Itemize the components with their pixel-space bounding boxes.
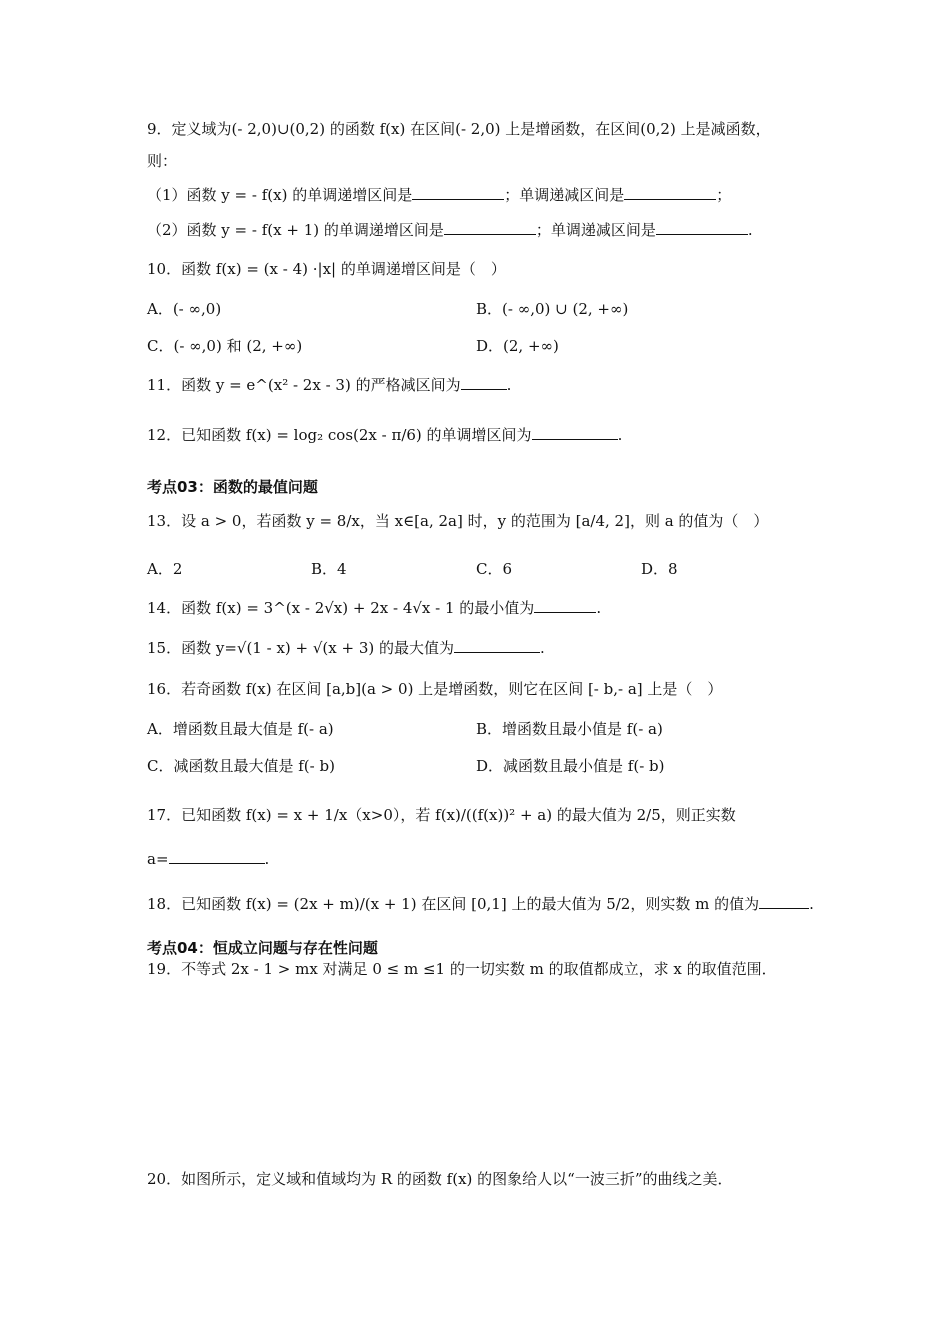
answer-blank[interactable] xyxy=(656,219,748,235)
question-17-stem: 17．已知函数 f(x) = x + 1/x（x>0），若 f(x)/((f(x))² + a) 的最大值为 2/5，则正实数 xyxy=(147,806,736,824)
option-d[interactable]: D．8 xyxy=(641,560,678,578)
option-b[interactable]: B．(- ∞,0) ∪ (2, +∞) xyxy=(476,300,629,318)
question-15-stem: 15．函数 y=√(1 - x) + √(x + 3) 的最大值为 . xyxy=(147,639,545,657)
option-c[interactable]: C．减函数且最大值是 f(- b) xyxy=(147,757,335,775)
section-heading-03: 考点03：函数的最值问题 xyxy=(147,478,318,496)
question-9-stem-cont: 则： xyxy=(147,152,178,170)
question-16-stem: 16．若奇函数 f(x) 在区间 [a,b](a > 0) 上是增函数，则它在区间 [- b,- a] 上是（ ） xyxy=(147,680,723,698)
option-b[interactable]: B．4 xyxy=(311,560,347,578)
question-13-stem: 13．设 a > 0，若函数 y = 8/x，当 x∈[a, 2a] 时，y 的范围为 [a/4, 2]，则 a 的值为（ ） xyxy=(147,512,769,530)
option-d[interactable]: D．(2, +∞) xyxy=(476,337,559,355)
question-9-part-1: （1）函数 y = - f(x) 的单调递增区间是 ；单调递减区间是 ； xyxy=(147,186,732,204)
question-11-stem: 11．函数 y = e^(x² - 2x - 3) 的严格减区间为 . xyxy=(147,376,512,394)
option-b[interactable]: B．增函数且最小值是 f(- a) xyxy=(476,720,663,738)
option-a[interactable]: A．2 xyxy=(147,560,183,578)
question-9-part-2: （2）函数 y = - f(x + 1) 的单调递增区间是 ；单调递减区间是 . xyxy=(147,221,753,239)
answer-blank[interactable] xyxy=(454,637,540,653)
answer-blank[interactable] xyxy=(532,424,618,440)
question-14-stem: 14．函数 f(x) = 3^(x - 2√x) + 2x - 4√x - 1 的最小值为 . xyxy=(147,599,602,617)
option-c[interactable]: C．6 xyxy=(476,560,513,578)
answer-blank[interactable] xyxy=(444,219,536,235)
section-heading-04: 考点04：恒成立问题与存在性问题 xyxy=(147,939,378,957)
question-17-cont: a= . xyxy=(147,850,270,868)
question-19-stem: 19．不等式 2x - 1 > mx 对满足 0 ≤ m ≤1 的一切实数 m 的取值都成立，求 x 的取值范围． xyxy=(147,960,777,978)
option-a[interactable]: A．增函数且最大值是 f(- a) xyxy=(147,720,334,738)
question-20-stem: 20．如图所示，定义域和值域均为 R 的函数 f(x) 的图象给人以“一波三折”的曲线之美． xyxy=(147,1170,733,1188)
question-18-stem: 18．已知函数 f(x) = (2x + m)/(x + 1) 在区间 [0,1] 上的最大值为 5/2，则实数 m 的值为 . xyxy=(147,895,814,913)
answer-blank[interactable] xyxy=(461,374,507,390)
answer-blank[interactable] xyxy=(412,184,504,200)
option-c[interactable]: C．(- ∞,0) 和 (2, +∞) xyxy=(147,337,303,355)
answer-blank[interactable] xyxy=(534,597,596,613)
option-d[interactable]: D．减函数且最小值是 f(- b) xyxy=(476,757,665,775)
question-12-stem: 12．已知函数 f(x) = log₂ cos(2x - π/6) 的单调增区间为 . xyxy=(147,426,623,444)
option-a[interactable]: A．(- ∞,0) xyxy=(147,300,222,318)
answer-blank[interactable] xyxy=(169,848,265,864)
question-9-stem: 9．定义域为(- 2,0)∪(0,2) 的函数 f(x) 在区间(- 2,0) 上是增函数，在区间(0,2) 上是减函数， xyxy=(147,120,771,138)
question-10-stem: 10．函数 f(x) = (x - 4) ·|x| 的单调递增区间是（ ） xyxy=(147,260,506,278)
answer-blank[interactable] xyxy=(624,184,716,200)
answer-blank[interactable] xyxy=(759,893,809,909)
